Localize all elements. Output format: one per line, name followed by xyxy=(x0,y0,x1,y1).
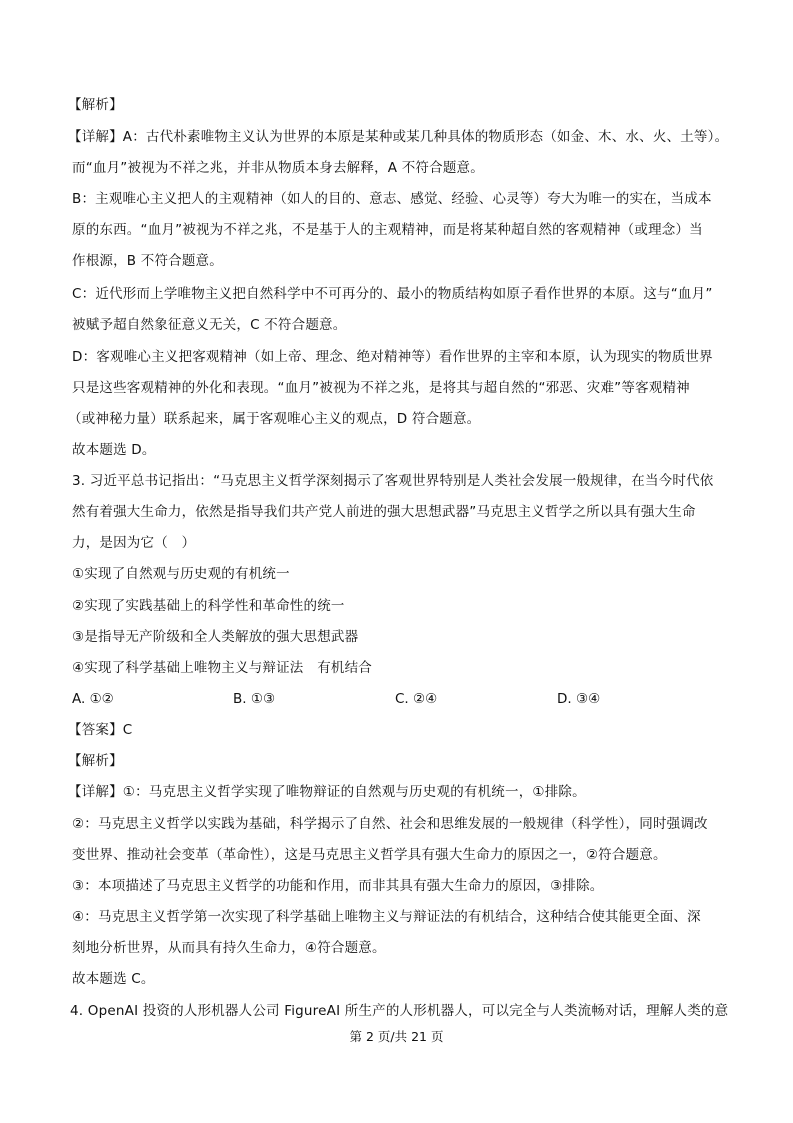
detail-line: 被赋予超自然象征意义无关，C 不符合题意。 xyxy=(72,317,347,333)
page-footer: 第 2 页/共 21 页 xyxy=(349,1029,444,1044)
statement-item: ④实现了科学基础上唯物主义与辩证法 有机结合 xyxy=(72,660,373,676)
option-a: A. ①② xyxy=(72,691,114,707)
detail-line: 只是这些客观精神的外化和表现。“血月”被视为不祥之兆，是将其与超自然的“邪恶、灾难”等客观精神 xyxy=(72,380,690,396)
detail-line: C：近代形而上学唯物主义把自然科学中不可再分的、最小的物质结构如原子看作世界的本原。这与“血月” xyxy=(72,286,713,302)
detail-line: 刻地分析世界，从而具有持久生命力，④符合题意。 xyxy=(72,940,386,956)
detail-line: B：主观唯心主义把人的主观精神（如人的目的、意志、感觉、经验、心灵等）夸大为唯一的实在，当成本 xyxy=(72,191,712,207)
detail-line: ④：马克思主义哲学第一次实现了科学基础上唯物主义与辩证法的有机结合，这种结合使其能更全面、深 xyxy=(72,909,701,925)
answer-line: 【答案】C xyxy=(68,722,133,738)
detail-line: ③：本项描述了马克思主义哲学的功能和作用，而非其具有强大生命力的原因，③排除。 xyxy=(72,878,604,894)
detail-line: 变世界、推动社会变革（革命性），这是马克思主义哲学具有强大生命力的原因之一，②符合题意。 xyxy=(72,847,667,863)
detail-line: （或神秘力量）联系起来，属于客观唯心主义的观点，D 符合题意。 xyxy=(68,411,481,427)
detail-line: 【详解】A：古代朴素唯物主义认为世界的本原是某种或某几种具体的物质形态（如金、木、水、火、土等）。 xyxy=(68,129,729,145)
analysis-heading: 【解析】 xyxy=(68,753,123,769)
option-d: D. ③④ xyxy=(557,691,601,707)
detail-line: 【详解】①：马克思主义哲学实现了唯物辩证的自然观与历史观的有机统一，①排除。 xyxy=(68,784,586,800)
detail-line: D：客观唯心主义把客观精神（如上帝、理念、绝对精神等）看作世界的主宰和本原，认为现实的物质世界 xyxy=(72,349,713,365)
detail-line: 作根源，B 不符合题意。 xyxy=(72,253,223,269)
question-stem-line: 然有着强大生命力，依然是指导我们共产党人前进的强大思想武器”马克思主义哲学之所以具有强大生命 xyxy=(72,504,696,520)
option-b: B. ①③ xyxy=(233,691,276,707)
detail-line: 而“血月”被视为不祥之兆，并非从物质本身去解释，A 不符合题意。 xyxy=(72,160,484,176)
question-stem-line: 4. OpenAI 投资的人形机器人公司 FigureAI 所生产的人形机器人，可以完全与人类流畅对话，理解人类的意 xyxy=(70,1003,729,1019)
analysis-heading: 【解析】 xyxy=(68,97,123,113)
option-c: C. ②④ xyxy=(395,691,438,707)
detail-line: ②：马克思主义哲学以实践为基础，科学揭示了自然、社会和思维发展的一般规律（科学性），同时强调改 xyxy=(72,816,708,832)
question-stem-line: 3. 习近平总书记指出：“马克思主义哲学深刻揭示了客观世界特别是人类社会发展一般规律，在当今时代依 xyxy=(72,473,714,489)
statement-item: ①实现了自然观与历史观的有机统一 xyxy=(72,566,290,582)
conclusion-line: 故本题选 C。 xyxy=(72,971,155,987)
statement-item: ③是指导无产阶级和全人类解放的强大思想武器 xyxy=(72,629,359,645)
question-stem-line: 力，是因为它（ ） xyxy=(72,535,196,551)
detail-line: 原的东西。“血月”被视为不祥之兆，不是基于人的主观精神，而是将某种超自然的客观精神（或理念）当 xyxy=(72,222,703,238)
statement-item: ②实现了实践基础上的科学性和革命性的统一 xyxy=(72,598,345,614)
conclusion-line: 故本题选 D。 xyxy=(72,442,156,458)
